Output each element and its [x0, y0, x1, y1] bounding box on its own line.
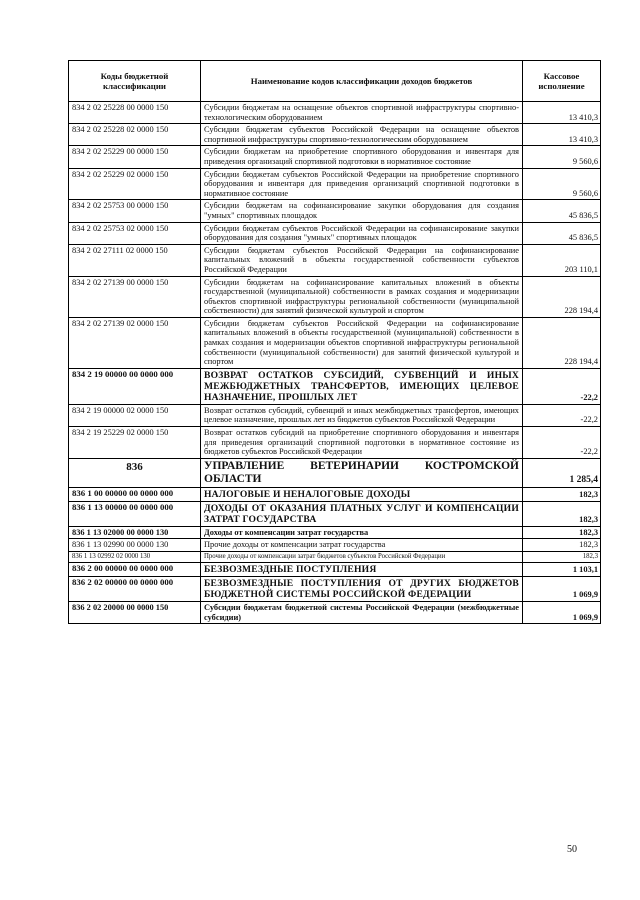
row-name: Доходы от компенсации затрат государства [201, 526, 523, 539]
table-row [69, 244, 601, 276]
row-amount: 13 410,3 [523, 124, 601, 146]
table-row [69, 427, 601, 459]
row-code: 836 1 13 02000 00 0000 130 [69, 526, 201, 539]
table-row [69, 124, 601, 146]
table-row [69, 102, 601, 124]
row-amount: -22,2 [523, 404, 601, 426]
table-row [69, 404, 601, 426]
row-name: Возврат остатков субсидий, субвенций и иных межбюджетных трансфертов, имеющих целевое назначение, прошлых лет из бюджетов субъектов Российской Федерации [201, 404, 523, 426]
row-name: Субсидии бюджетам субъектов Российской Федерации на софинансирование капитальных вложений в объекты государственной (муниципальной) собственности в рамках создания и модернизации объектов спортивной инфраструктуры региональной собственности (муниципальной собственности) для занятий физической культурой и спортом [201, 317, 523, 368]
page-number: 50 [567, 844, 577, 855]
row-code: 834 2 02 25228 00 0000 150 [69, 102, 201, 124]
row-code: 836 2 02 00000 00 0000 000 [69, 577, 201, 602]
row-name: Субсидии бюджетам на софинансирование капитальных вложений в объекты государственной (муниципальной) собственности в рамках создания и модернизации объектов спортивной инфраструктуры региональной собственности (муниципальной собственности) для занятий физической культурой и спортом [201, 276, 523, 317]
row-amount: 182,3 [523, 487, 601, 501]
row-amount: -22,2 [523, 368, 601, 404]
row-amount: 1 069,9 [523, 602, 601, 624]
row-code: 836 [69, 458, 201, 487]
row-code: 836 1 13 00000 00 0000 000 [69, 501, 201, 526]
row-code: 836 1 00 00000 00 0000 000 [69, 487, 201, 501]
row-name: ВОЗВРАТ ОСТАТКОВ СУБСИДИЙ, СУБВЕНЦИЙ И ИНЫХ МЕЖБЮДЖЕТНЫХ ТРАНСФЕРТОВ, ИМЕЮЩИХ ЦЕЛЕВОЕ НАЗНАЧЕНИЕ, ПРОШЛЫХ ЛЕТ [201, 368, 523, 404]
row-amount: 1 103,1 [523, 563, 601, 577]
row-amount: 45 836,5 [523, 200, 601, 222]
row-code: 834 2 02 25229 02 0000 150 [69, 168, 201, 200]
row-code: 834 2 02 25753 02 0000 150 [69, 222, 201, 244]
table-row [69, 563, 601, 577]
row-amount: 182,3 [523, 526, 601, 539]
row-name: НАЛОГОВЫЕ И НЕНАЛОГОВЫЕ ДОХОДЫ [201, 487, 523, 501]
table-row [69, 368, 601, 404]
table-row [69, 317, 601, 368]
revenue-table [68, 60, 601, 624]
row-name: Прочие доходы от компенсации затрат государства [201, 539, 523, 552]
row-name: Субсидии бюджетам на приобретение спортивного оборудования и инвентаря для приведения организаций спортивной подготовки в нормативное состояние [201, 146, 523, 168]
row-name: Субсидии бюджетам на оснащение объектов спортивной инфраструктуры спортивно-технологическим оборудованием [201, 102, 523, 124]
row-name: Субсидии бюджетам субъектов Российской Федерации на оснащение объектов спортивной инфраструктуры спортивно-технологическим оборудованием [201, 124, 523, 146]
row-amount: 228 194,4 [523, 317, 601, 368]
table-row [69, 146, 601, 168]
row-amount: 9 560,6 [523, 146, 601, 168]
row-amount: 182,3 [523, 501, 601, 526]
row-code: 836 1 13 02992 02 0000 130 [69, 552, 201, 563]
row-code: 834 2 19 00000 02 0000 150 [69, 404, 201, 426]
row-code: 836 1 13 02990 00 0000 130 [69, 539, 201, 552]
table-row [69, 577, 601, 602]
row-code: 836 2 00 00000 00 0000 000 [69, 563, 201, 577]
table-header-row [69, 61, 601, 102]
row-amount: 45 836,5 [523, 222, 601, 244]
row-name: Субсидии бюджетам на софинансирование закупки оборудования для создания "умных" спортивных площадок [201, 200, 523, 222]
row-name: Субсидии бюджетам субъектов Российской Федерации на софинансирование закупки оборудования для создания "умных" спортивных площадок [201, 222, 523, 244]
row-code: 834 2 02 27139 00 0000 150 [69, 276, 201, 317]
row-amount: 203 110,1 [523, 244, 601, 276]
row-code: 834 2 19 00000 00 0000 000 [69, 368, 201, 404]
row-code: 834 2 02 27111 02 0000 150 [69, 244, 201, 276]
row-name: УПРАВЛЕНИЕ ВЕТЕРИНАРИИ КОСТРОМСКОЙ ОБЛАСТИ [201, 458, 523, 487]
row-code: 834 2 19 25229 02 0000 150 [69, 427, 201, 459]
table-row [69, 526, 601, 539]
row-code: 834 2 02 25229 00 0000 150 [69, 146, 201, 168]
row-code: 834 2 02 27139 02 0000 150 [69, 317, 201, 368]
table-row [69, 501, 601, 526]
header-amount: Кассовое исполнение [523, 61, 601, 102]
table-row [69, 222, 601, 244]
header-code: Коды бюджетной классификации [69, 61, 201, 102]
row-name: Субсидии бюджетам субъектов Российской Федерации на софинансирование капитальных вложений в объекты государственной собственности субъектов Российской Федерации [201, 244, 523, 276]
row-amount: 228 194,4 [523, 276, 601, 317]
row-amount: -22,2 [523, 427, 601, 459]
row-amount: 1 069,9 [523, 577, 601, 602]
row-name: Возврат остатков субсидий на приобретение спортивного оборудования и инвентаря для приведения организаций спортивной подготовки в нормативное состояние из бюджетов субъектов Российской Федерации [201, 427, 523, 459]
table-row [69, 168, 601, 200]
table-row [69, 552, 601, 563]
header-name: Наименование кодов классификации доходов бюджетов [201, 61, 523, 102]
row-name: ДОХОДЫ ОТ ОКАЗАНИЯ ПЛАТНЫХ УСЛУГ И КОМПЕНСАЦИИ ЗАТРАТ ГОСУДАРСТВА [201, 501, 523, 526]
row-amount: 13 410,3 [523, 102, 601, 124]
row-code: 834 2 02 25753 00 0000 150 [69, 200, 201, 222]
document-page [68, 60, 600, 624]
row-amount: 182,3 [523, 552, 601, 563]
row-amount: 1 285,4 [523, 458, 601, 487]
table-row [69, 458, 601, 487]
row-name: БЕЗВОЗМЕЗДНЫЕ ПОСТУПЛЕНИЯ ОТ ДРУГИХ БЮДЖЕТОВ БЮДЖЕТНОЙ СИСТЕМЫ РОССИЙСКОЙ ФЕДЕРАЦИИ [201, 577, 523, 602]
table-row [69, 539, 601, 552]
row-name: БЕЗВОЗМЕЗДНЫЕ ПОСТУПЛЕНИЯ [201, 563, 523, 577]
row-code: 834 2 02 25228 02 0000 150 [69, 124, 201, 146]
row-name: Субсидии бюджетам субъектов Российской Федерации на приобретение спортивного оборудования и инвентаря для приведения организаций спортивной подготовки в нормативное состояние [201, 168, 523, 200]
table-row [69, 276, 601, 317]
table-row [69, 602, 601, 624]
table-row [69, 487, 601, 501]
row-code: 836 2 02 20000 00 0000 150 [69, 602, 201, 624]
row-name: Прочие доходы от компенсации затрат бюджетов субъектов Российской Федерации [201, 552, 523, 563]
row-amount: 182,3 [523, 539, 601, 552]
table-row [69, 200, 601, 222]
row-name: Субсидии бюджетам бюджетной системы Российской Федерации (межбюджетные субсидии) [201, 602, 523, 624]
row-amount: 9 560,6 [523, 168, 601, 200]
